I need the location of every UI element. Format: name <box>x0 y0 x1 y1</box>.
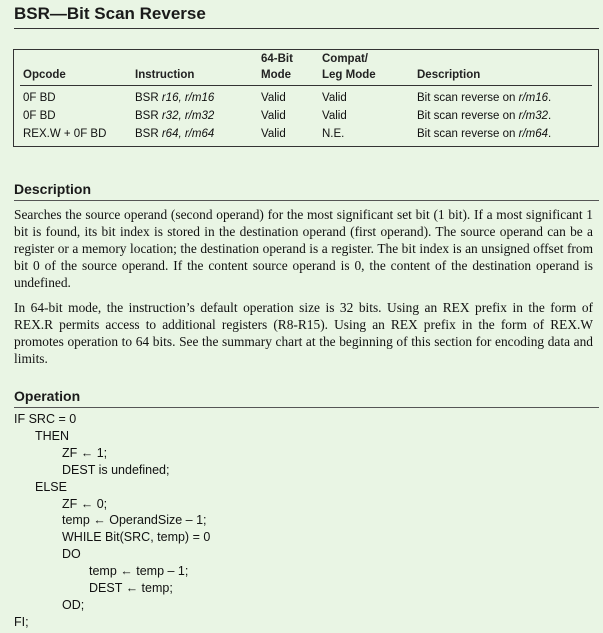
code-line: WHILE Bit(SRC, temp) = 0 <box>62 530 211 545</box>
row-opcode: 0F BD <box>23 110 56 122</box>
row-opcode: 0F BD <box>23 92 56 104</box>
description-prefix: Bit scan reverse on <box>417 110 519 122</box>
code-line: FI; <box>14 614 29 629</box>
row-instruction <box>135 90 214 106</box>
row-compat-mode: Valid <box>322 92 347 104</box>
header-64bit-line1: 64-Bit <box>261 53 293 65</box>
instruction-operands: r32, r/m32 <box>161 110 215 122</box>
opcode-table <box>13 49 599 147</box>
row-64bit-mode: Valid <box>261 128 286 140</box>
code-line: OD; <box>62 597 85 612</box>
row-instruction <box>135 108 214 124</box>
row-64bit-mode: Valid <box>261 92 286 104</box>
description-suffix: . <box>548 92 552 104</box>
header-compat-line2: Leg Mode <box>322 69 376 81</box>
code-line: DEST ← temp; <box>89 581 173 596</box>
row-description <box>417 90 551 106</box>
code-line: DEST is undefined; <box>62 462 170 477</box>
row-compat-mode: Valid <box>322 110 347 122</box>
operation-divider <box>14 407 599 408</box>
code-line: ELSE <box>35 479 67 494</box>
description-paragraph-2: In 64-bit mode, the instruction’s default operation size is 32 bits. Using an REX prefix in the form of REX.R permits access to additional registers (R8-R15). Using an REX prefix in the form of REX.W promotes operation to 64 bits. See the summary chart at the beginning of this section for encoding data and limits. <box>14 300 593 366</box>
description-prefix: Bit scan reverse on <box>417 92 519 104</box>
header-instruction: Instruction <box>135 69 195 81</box>
instruction-mnemonic: BSR <box>135 92 162 104</box>
header-64bit-line2: Mode <box>261 69 292 81</box>
description-prefix: Bit scan reverse on <box>417 128 519 140</box>
description-operand: r/m64 <box>518 128 549 140</box>
header-divider <box>20 85 592 86</box>
code-line: IF SRC = 0 <box>14 412 77 426</box>
description-operand: r/m32 <box>518 110 549 122</box>
code-line: THEN <box>35 428 70 443</box>
code-line: DO <box>62 547 81 562</box>
row-instruction <box>135 126 214 142</box>
row-64bit-mode: Valid <box>261 110 286 122</box>
instruction-operands: r16, r/m16 <box>161 92 215 104</box>
page-title: BSR—Bit Scan Reverse <box>14 4 206 23</box>
description-paragraph-1: Searches the source operand (second operand) for the most significant set bit (1 bit). If a most significant 1 bit is found, its bit index is stored in the destination operand (first operand). The source operand can be a register or a memory location; the destination operand is a register. The bit index is an unsigned offset from bit 0 of the source operand. If the content source operand is 0, the content of the destination operand is undefined. <box>14 207 593 290</box>
row-description <box>417 108 551 124</box>
code-line: ZF ← 0; <box>62 496 108 511</box>
code-line: ZF ← 1; <box>62 445 108 460</box>
header-opcode: Opcode <box>23 69 66 81</box>
code-line: temp ← OperandSize – 1; <box>62 513 207 528</box>
title-divider <box>14 28 599 29</box>
row-compat-mode: N.E. <box>322 128 345 140</box>
description-operand: r/m16 <box>518 92 549 104</box>
instruction-mnemonic: BSR <box>135 128 162 140</box>
row-description <box>417 126 551 142</box>
operation-pseudocode <box>14 411 210 631</box>
operation-heading: Operation <box>14 388 81 404</box>
row-opcode: REX.W + 0F BD <box>23 128 107 140</box>
description-divider <box>14 200 599 201</box>
description-heading: Description <box>14 181 92 197</box>
description-suffix: . <box>548 110 552 122</box>
instruction-mnemonic: BSR <box>135 110 162 122</box>
code-line: temp ← temp – 1; <box>89 564 189 579</box>
header-description: Description <box>417 69 481 81</box>
instruction-operands: r64, r/m64 <box>161 128 215 140</box>
description-suffix: . <box>548 128 552 140</box>
header-compat-line1: Compat/ <box>322 53 368 65</box>
